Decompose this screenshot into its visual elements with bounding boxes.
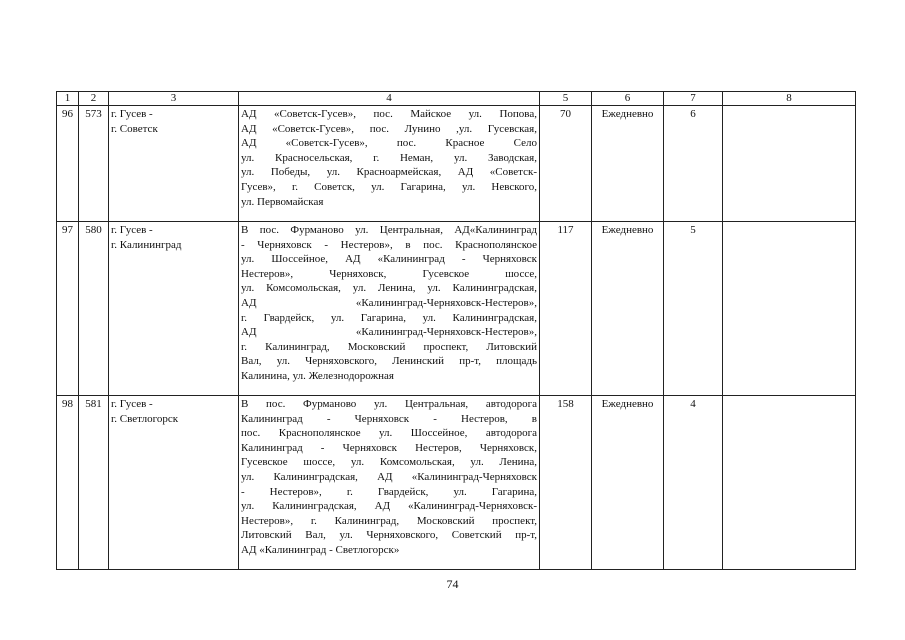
note-cell (723, 396, 856, 570)
route-path-line: Гусев», г. Советск, ул. Гагарина, ул. Невского, (241, 180, 537, 193)
route-path-line: Калининград - Черняховск Нестеров, Черняховск, (241, 441, 537, 454)
frequency-cell: Ежедневно (592, 106, 664, 222)
route-path-line: Вал, ул. Черняховского, Ленинский пр-т, площадь (241, 355, 537, 368)
route-name-cell: г. Гусев - г. Светлогорск (109, 396, 239, 570)
route-path-line: Калининград - Черняховск - Нестеров, в (241, 412, 537, 425)
route-path-line: г. Гвардейск, ул. Гагарина, ул. Калининградская, (241, 311, 537, 324)
route-path-line: Литовский Вал, ул. Черняховского, Советский пр-т, (241, 529, 537, 542)
route-path-line: - Нестеров», г. Гвардейск, ул. Гагарина, (241, 485, 537, 498)
column-number: 4 (239, 92, 540, 106)
route-path-line: АД «Советск-Гусев», пос. Лунино ,ул. Гусевская, (241, 122, 537, 135)
trips-cell: 4 (664, 396, 723, 570)
note-cell (723, 106, 856, 222)
route-path-line: Нестеров», г. Калининград, Московский проспект, (241, 514, 537, 527)
route-path-cell (239, 106, 540, 222)
row-index-cell: 96 (57, 106, 79, 222)
route-path-line: Гусевское шоссе, ул. Комсомольская, ул. Ленина, (241, 456, 537, 469)
route-path-line: - Черняховск - Нестеров», в пос. Краснополянское (241, 238, 537, 251)
column-number: 6 (592, 92, 664, 106)
route-name-cell: г. Гусев - г. Калининград (109, 222, 239, 396)
route-path-line: АД «Советск-Гусев», пос. Майское ул. Попова, (241, 108, 537, 120)
column-number-row (57, 92, 856, 106)
route-row (57, 222, 856, 396)
route-path-line: ул. Победы, ул. Красноармейская, АД «Советск- (241, 166, 537, 179)
column-number: 7 (664, 92, 723, 106)
route-number-cell: 580 (79, 222, 109, 396)
route-path-line: В пос. Фурманово ул. Центральная, автодорога (241, 398, 537, 410)
route-number-cell: 581 (79, 396, 109, 570)
route-length-cell: 117 (540, 222, 592, 396)
column-number: 3 (109, 92, 239, 106)
route-path-line: г. Калининград, Московский проспект, Литовский (241, 340, 537, 353)
route-path-line: ул. Шоссейное, АД «Калининград - Черняховск (241, 253, 537, 266)
column-number: 5 (540, 92, 592, 106)
route-path-line: АД «Советск-Гусев», пос. Красное Село (241, 137, 537, 150)
row-index-cell: 98 (57, 396, 79, 570)
route-path-line: ул. Первомайская (241, 195, 324, 208)
route-length-cell: 158 (540, 396, 592, 570)
route-row (57, 396, 856, 570)
frequency-cell: Ежедневно (592, 396, 664, 570)
route-path-line: АД «Калининград - Светлогорск» (241, 543, 400, 556)
route-path-line: ул. Красносельская, г. Неман, ул. Заводская, (241, 151, 537, 164)
route-path-line: ул. Калининградская, АД «Калининград-Черняховск (241, 470, 537, 483)
route-length-cell: 70 (540, 106, 592, 222)
column-number: 1 (57, 92, 79, 106)
trips-cell: 5 (664, 222, 723, 396)
route-path-cell (239, 222, 540, 396)
column-number: 8 (723, 92, 856, 106)
route-name-cell: г. Гусев - г. Советск (109, 106, 239, 222)
route-table (56, 91, 856, 570)
route-path-line: АД «Калининград-Черняховск-Нестеров», (241, 296, 537, 309)
note-cell (723, 222, 856, 396)
frequency-cell: Ежедневно (592, 222, 664, 396)
row-index-cell: 97 (57, 222, 79, 396)
trips-cell: 6 (664, 106, 723, 222)
route-path-line: ул. Калининградская, АД «Калининград-Черняховск- (241, 500, 537, 513)
page-number: 74 (446, 577, 459, 591)
column-number: 2 (79, 92, 109, 106)
route-path-line: пос. Краснополянское ул. Шоссейное, автодорога (241, 427, 537, 440)
route-number-cell: 573 (79, 106, 109, 222)
route-path-line: Калинина, ул. Железнодорожная (241, 369, 394, 382)
route-path-line: Нестеров», Черняховск, Гусевское шоссе, (241, 267, 537, 280)
route-path-cell (239, 396, 540, 570)
route-row (57, 106, 856, 222)
route-path-line: В пос. Фурманово ул. Центральная, АД«Калининград (241, 224, 537, 236)
route-path-line: АД «Калининград-Черняховск-Нестеров», (241, 326, 537, 339)
route-path-line: ул. Комсомольская, ул. Ленина, ул. Калининградская, (241, 282, 537, 295)
